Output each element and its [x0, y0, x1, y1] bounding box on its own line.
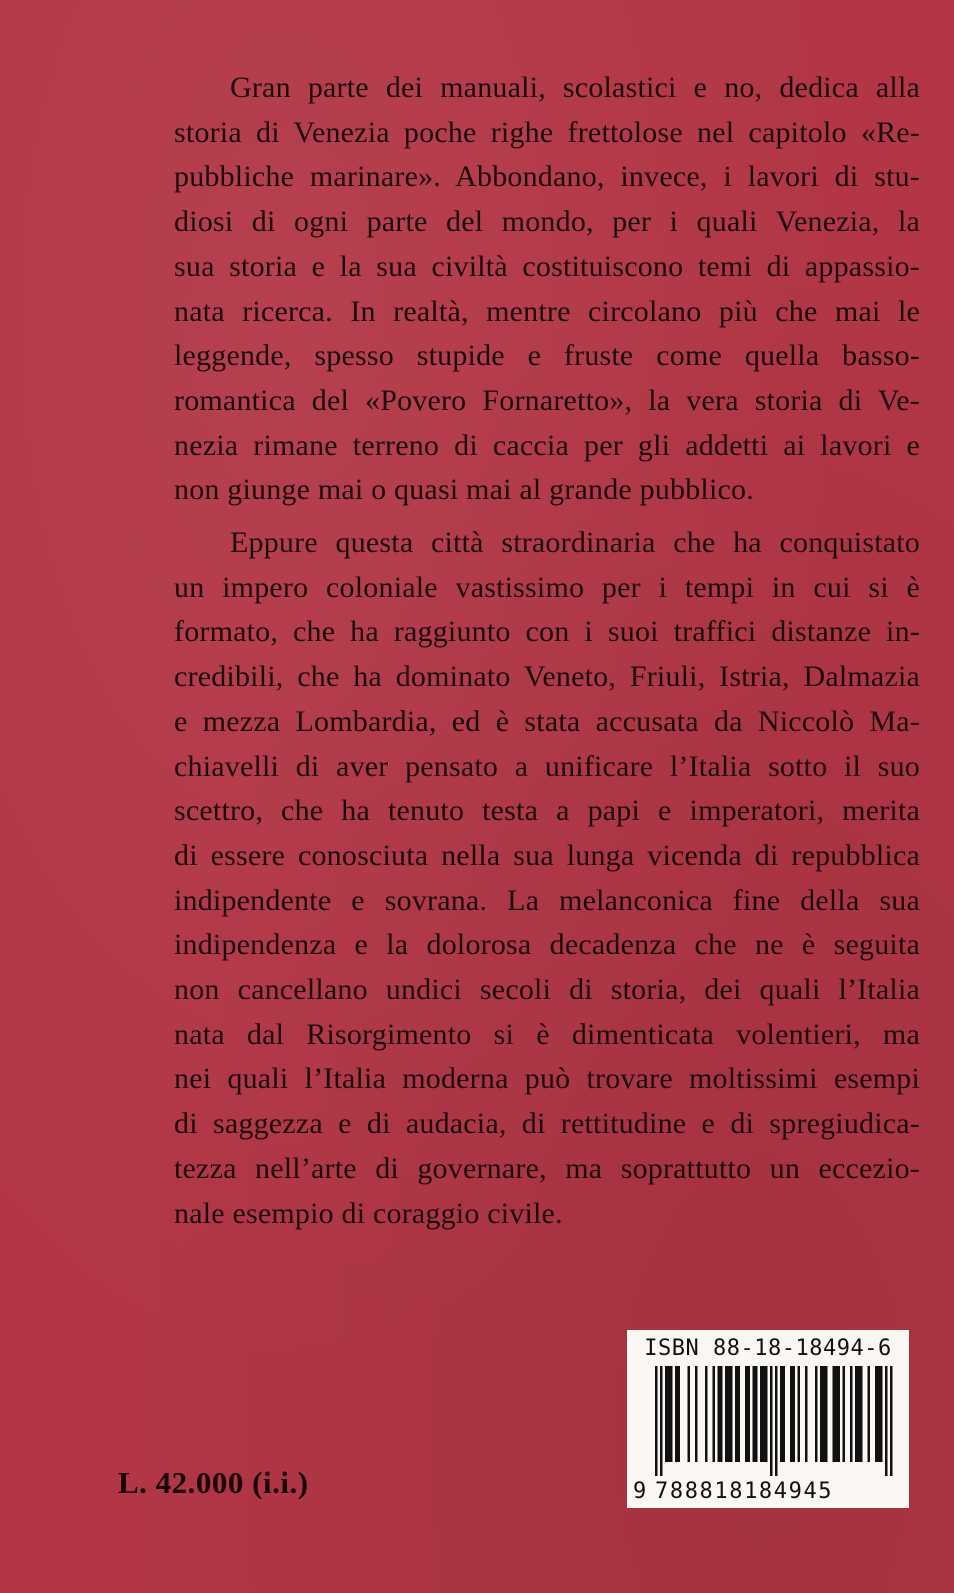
blurb-line: nata ricerca. In realtà, mentre circolano più che mai le	[174, 294, 920, 328]
barcode-bar	[688, 1366, 691, 1462]
barcode-bar	[675, 1366, 678, 1462]
blurb-line: leggende, spesso stupide e fruste come quella basso-	[174, 339, 920, 373]
barcode-bar	[790, 1366, 793, 1462]
barcode-bar	[665, 1366, 668, 1462]
barcode-bar	[770, 1366, 773, 1476]
barcode-bar	[713, 1366, 716, 1462]
barcode-bar	[745, 1366, 748, 1462]
barcode-bar	[823, 1366, 826, 1462]
blurb-line: non giunge mai o quasi mai al grande pubblico.	[174, 473, 754, 507]
barcode-bar	[815, 1366, 818, 1462]
blurb-line: formato, che ha raggiunto con i suoi traffici distanze in-	[174, 615, 920, 649]
blurb-line: storia di Venezia poche righe frettolose nel capitolo «Re-	[174, 115, 920, 149]
ean-first-digit: 9	[633, 1479, 647, 1504]
barcode-bar	[820, 1366, 823, 1462]
blurb-text	[118, 66, 920, 1236]
blurb-line: chiavelli di aver pensato a unificare l’Italia sotto il suo	[174, 749, 920, 783]
blurb-line: nata dal Risorgimento si è dimenticata volentieri, ma	[174, 1017, 920, 1051]
blurb-line: di saggezza e di audacia, di rettitudine e di spregiudica-	[174, 1107, 920, 1141]
blurb-line: indipendenza e la dolorosa decadenza che ne è seguita	[174, 928, 920, 962]
barcode-bar	[678, 1366, 681, 1462]
barcode-bar	[868, 1366, 871, 1462]
barcode-bar	[858, 1366, 861, 1462]
barcode-bar	[780, 1366, 783, 1462]
blurb-line: indipendente e sovrana. La melanconica fine della sua	[174, 883, 920, 917]
barcode-bar	[720, 1366, 723, 1462]
blurb-line: Gran parte dei manuali, scolastici e no, dedica alla	[230, 71, 920, 104]
blurb-line: nei quali l’Italia moderna può trovare moltissimi esempi	[174, 1062, 920, 1096]
barcode-bar	[805, 1366, 808, 1462]
blurb-line: un impero coloniale vastissimo per i tempi in cui si è	[174, 570, 920, 604]
barcode-bar	[850, 1366, 853, 1462]
blurb-line: nale esempio di coraggio civile.	[174, 1196, 563, 1230]
barcode-bar	[855, 1366, 858, 1462]
blurb-line: non cancellano undici secoli di storia, dei quali l’Italia	[174, 973, 920, 1007]
barcode-bar	[668, 1366, 671, 1462]
barcode-bar	[775, 1366, 778, 1476]
barcode-bar	[730, 1366, 733, 1462]
barcode-bar	[833, 1366, 836, 1462]
blurb-line: romantica del «Povero Fornaretto», la vera storia di Ve-	[174, 383, 920, 417]
barcode-bar	[748, 1366, 751, 1462]
barcode-bar	[890, 1366, 893, 1476]
blurb-line: sua storia e la sua civiltà costituiscono temi di appassio-	[174, 249, 920, 283]
barcode-bar	[760, 1366, 763, 1462]
barcode-bar	[875, 1366, 878, 1462]
barcode-bar	[755, 1366, 758, 1462]
barcode-bar	[695, 1366, 698, 1462]
barcode-bar	[838, 1366, 841, 1462]
ean-remaining-digits: 788818184945	[655, 1479, 834, 1504]
barcode-bar	[705, 1366, 708, 1462]
blurb-line: tezza nell’arte di governare, ma soprattutto un eccezio-	[174, 1151, 920, 1185]
blurb-paragraph-1	[118, 66, 920, 513]
barcode-bar	[753, 1366, 756, 1462]
blurb-paragraph-2	[118, 521, 920, 1236]
barcode-bar	[835, 1366, 838, 1462]
barcode-bar	[798, 1366, 801, 1462]
barcode-bar	[783, 1366, 786, 1462]
barcode-bar	[725, 1366, 728, 1462]
blurb-line: di essere conosciuta nella sua lunga vicenda di repubblica	[174, 838, 920, 872]
barcode-bar	[738, 1366, 741, 1462]
barcode-bar	[763, 1366, 766, 1462]
blurb-line: diosi di ogni parte del mondo, per i quali Venezia, la	[174, 205, 920, 239]
barcode-bar	[825, 1366, 828, 1462]
barcode-bar	[655, 1366, 658, 1476]
barcode-bar	[728, 1366, 731, 1462]
barcode-bar	[670, 1366, 673, 1462]
isbn-number: ISBN 88-18-18494-6	[644, 1336, 892, 1361]
blurb-line: pubbliche marinare». Abbondano, invece, i lavori di stu-	[174, 160, 920, 194]
barcode-bar	[885, 1366, 888, 1476]
barcode-bar	[718, 1366, 721, 1462]
blurb-line: nezia rimane terreno di caccia per gli addetti ai lavori e	[174, 428, 920, 462]
blurb-line: credibili, che ha dominato Veneto, Friuli, Istria, Dalmazia	[174, 660, 920, 694]
blurb-line: scettro, che ha tenuto testa a papi e imperatori, merita	[174, 794, 920, 828]
barcode-bar	[765, 1366, 768, 1462]
barcode-bar	[843, 1366, 846, 1462]
barcode-bar	[660, 1366, 663, 1476]
blurb-line: Eppure questa città straordinaria che ha conquistato	[230, 526, 920, 560]
price-label: L. 42.000 (i.i.)	[118, 1465, 309, 1500]
blurb-line: e mezza Lombardia, ed è stata accusata da Niccolò Ma-	[174, 704, 920, 738]
barcode-bar	[793, 1366, 796, 1462]
barcode-bar	[878, 1366, 881, 1462]
barcode-bar	[735, 1366, 738, 1462]
isbn-barcode-label	[627, 1330, 909, 1508]
barcode-bar	[880, 1366, 883, 1462]
barcode-icon	[635, 1366, 901, 1484]
barcode-bar	[860, 1366, 863, 1462]
